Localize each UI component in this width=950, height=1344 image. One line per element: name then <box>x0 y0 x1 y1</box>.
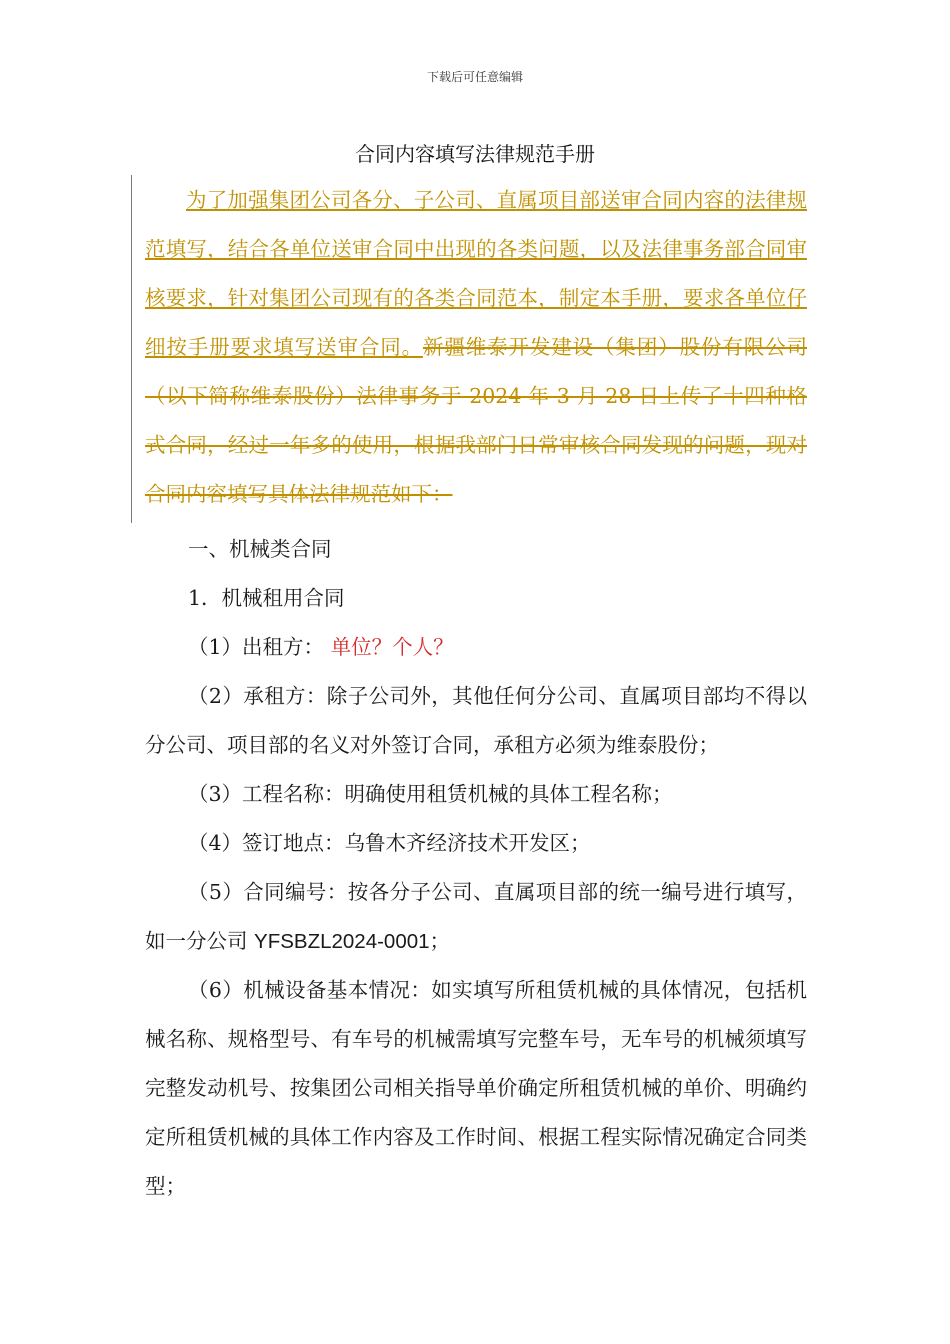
item-contract-number <box>145 868 807 966</box>
item-lessor <box>145 623 807 672</box>
intro-paragraph <box>145 176 807 519</box>
item-contract-number-end: ； <box>429 929 451 953</box>
subsection-heading-rental: 1．机械租用合同 <box>188 586 345 610</box>
item-lessee: （2）承租方：除子公司外，其他任何分公司、直属项目部均不得以分公司、项目部的名义对外签订合同，承租方必须为维泰股份； <box>145 684 807 757</box>
item-lessor-value: 单位？个人？ <box>330 635 454 659</box>
item-project-name: （3）工程名称：明确使用租赁机械的具体工程名称； <box>188 782 673 806</box>
revision-change-bar <box>131 175 132 523</box>
item-equipment-info: （6）机械设备基本情况：如实填写所租赁机械的具体情况，包括机械名称、规格型号、有车号的机械需填写完整车号，无车号的机械须填写完整发动机号、按集团公司相关指导单价确定所租赁机械的单价、明确约定所租赁机械的具体工作内容及工作时间、根据工程实际情况确定合同类型； <box>145 978 807 1198</box>
contract-number-example: YFSBZL2024-0001 <box>254 930 430 953</box>
header-note: 下载后可任意编辑 <box>426 70 523 84</box>
deleted-text: 新疆维泰开发建设（集团）股份有限公司（以下简称维泰股份）法律事务于 2024 年 3 月 28 日上传了十四种格式合同，经过一年多的使用，根据我部门日常审核合同发现的问题，现对合同内容填写具体法律规范如下： <box>145 335 807 506</box>
item-signing-location: （4）签订地点：乌鲁木齐经济技术开发区； <box>188 831 591 855</box>
item-contract-number-text: （5）合同编号：按各分子公司、直属项目部的统一编号进行填写，如一分公司 <box>145 880 807 953</box>
inserted-text: 为了加强集团公司各分、子公司、直属项目部送审合同内容的法律规范填写，结合各单位送审合同中出现的各类问题，以及法律事务部合同审核要求，针对集团公司现有的各类合同范本，制定本手册，要求各单位仔细按手册要求填写送审合同。 <box>145 188 807 359</box>
item-lessor-label: （1）出租方： <box>188 635 325 659</box>
document-title: 合同内容填写法律规范手册 <box>355 142 595 166</box>
section-heading-machinery: 一、机械类合同 <box>188 537 332 561</box>
